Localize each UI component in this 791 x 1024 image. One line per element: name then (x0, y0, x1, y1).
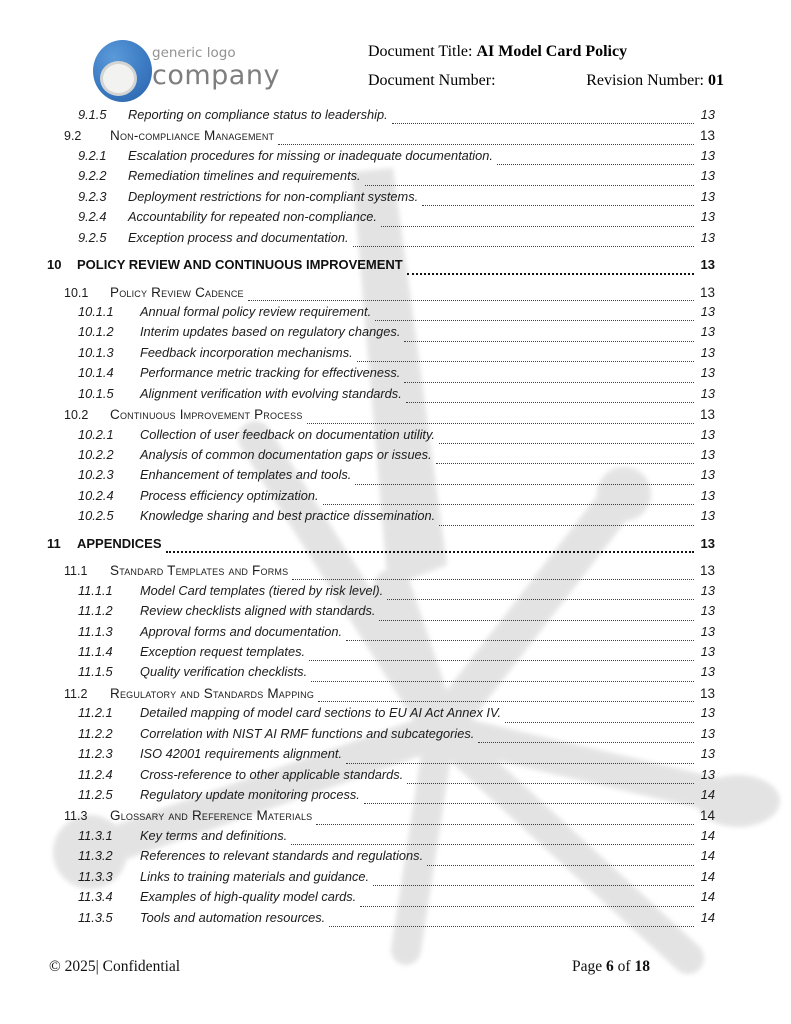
document-title-row (368, 43, 724, 61)
page-word: Page (572, 958, 607, 975)
toc-entry-page: 13 (700, 324, 715, 340)
toc-dot-leader (379, 620, 694, 621)
toc-entry-page: 14 (700, 787, 715, 802)
toc-entry-page: 13 (700, 447, 715, 462)
toc-entry-page: 13 (700, 107, 715, 122)
toc-entry-label: POLICY REVIEW AND CONTINUOUS IMPROVEMENT (77, 257, 403, 273)
toc-entry-label: Regulatory and Standards Mapping (110, 685, 315, 701)
toc-entry-number: 11.3.2 (78, 848, 113, 864)
toc-entry-number: 10.1.2 (78, 324, 114, 340)
toc-dot-leader (364, 803, 694, 804)
toc-entry-number: 10.2.3 (78, 467, 114, 483)
toc-entry-9.1.5[interactable] (47, 109, 715, 129)
toc-entry-9.2.2[interactable] (47, 170, 715, 190)
toc-entry-page: 13 (700, 426, 715, 442)
toc-entry-label: Regulatory update monitoring process. (140, 787, 360, 802)
toc-entry-9.2.4[interactable] (47, 211, 715, 231)
toc-entry-number: 11.1.4 (78, 643, 113, 659)
toc-entry-label: Interim updates based on regulatory changes. (140, 324, 401, 340)
toc-entry-11.3.1[interactable] (47, 827, 715, 850)
toc-entry-label: Review checklists aligned with standards. (140, 603, 376, 619)
toc-dot-leader (365, 185, 694, 186)
toc-dot-leader (357, 361, 694, 362)
toc-entry-number: 11.1.1 (78, 582, 113, 598)
toc-entry-10.1.5[interactable] (47, 385, 715, 408)
revision-number-value: 01 (708, 72, 724, 89)
page-current: 6 (606, 958, 614, 975)
toc-entry-number: 11.1.3 (78, 623, 113, 639)
page-total: 18 (634, 958, 650, 975)
toc-dot-leader (478, 742, 694, 743)
logo-name: company (152, 59, 280, 91)
toc-entry-page: 13 (700, 303, 715, 319)
toc-dot-leader (360, 906, 694, 907)
of-word: of (613, 958, 635, 975)
toc-entry-number: 10.1.5 (78, 385, 114, 401)
toc-entry-page: 13 (700, 365, 715, 381)
toc-entry-10.2.1[interactable] (47, 426, 715, 449)
toc-dot-leader (439, 525, 694, 526)
toc-entry-label: Escalation procedures for missing or inadequate documentation. (128, 147, 493, 163)
toc-entry-10.2[interactable] (47, 408, 715, 428)
toc-entry-number: 11.3.3 (78, 868, 113, 884)
toc-entry-label: Annual formal policy review requirement. (140, 303, 372, 319)
toc-entry-number: 11.3.4 (78, 889, 113, 905)
toc-entry-number: 10.1 (64, 285, 89, 300)
toc-entry-label: Deployment restrictions for non-compliant systems. (128, 188, 419, 204)
toc-dot-leader (166, 551, 694, 553)
toc-dot-leader (375, 320, 694, 321)
document-title-block (368, 43, 724, 90)
document-title: AI Model Card Policy (476, 43, 628, 60)
toc-entry-page: 13 (700, 168, 715, 184)
toc-entry-number: 11.2.3 (78, 746, 113, 762)
document-header (0, 0, 791, 108)
toc-entry-page: 13 (700, 147, 715, 163)
document-number-label: Document Number: (368, 72, 496, 89)
toc-entry-label: Non-compliance Management (110, 128, 275, 144)
toc-entry-label: Exception request templates. (140, 643, 306, 659)
toc-entry-label: Analysis of common documentation gaps or issues. (140, 447, 432, 462)
toc-entry-page: 14 (700, 909, 715, 925)
toc-dot-leader (329, 926, 694, 927)
toc-entry-number: 9.2 (64, 129, 82, 144)
toc-dot-leader (373, 885, 694, 886)
toc-entry-9.2.1[interactable] (47, 147, 715, 170)
toc-dot-leader (311, 681, 694, 682)
toc-entry-11.2.4[interactable] (47, 766, 715, 789)
toc-dot-leader (292, 579, 694, 580)
toc-dot-leader (248, 300, 694, 301)
toc-dot-leader (291, 844, 694, 845)
toc-entry-page: 13 (700, 344, 715, 360)
toc-entry-number: 10.2.1 (78, 426, 114, 442)
toc-entry-page: 14 (700, 848, 715, 864)
toc-dot-leader (404, 341, 694, 342)
toc-entry-page: 13 (699, 685, 715, 701)
toc-entry-11.1.4[interactable] (47, 643, 715, 666)
toc-entry-page: 13 (700, 623, 715, 639)
toc-entry-11.2.5[interactable] (47, 789, 715, 809)
toc-entry-number: 9.2.4 (78, 209, 107, 225)
toc-entry-number: 10 (47, 257, 62, 273)
toc-dot-leader (346, 640, 694, 641)
toc-entry-label: Policy Review Cadence (110, 284, 244, 300)
toc-entry-page: 14 (699, 808, 715, 824)
toc-entry-label: Alignment verification with evolving standards. (140, 385, 402, 401)
company-logo-text (152, 47, 280, 89)
table-of-contents (47, 109, 715, 932)
toc-entry-page: 13 (700, 257, 715, 273)
toc-entry-label: Correlation with NIST AI RMF functions and subcategories. (140, 725, 475, 741)
toc-entry-number: 11.2.5 (78, 787, 113, 802)
toc-entry-label: References to relevant standards and regulations. (140, 848, 424, 864)
toc-entry-page: 13 (699, 128, 715, 144)
toc-entry-label: Key terms and definitions. (140, 827, 288, 843)
toc-entry-10.1.3[interactable] (47, 344, 715, 367)
company-logo-icon (93, 40, 152, 102)
toc-entry-number: 10.2 (64, 408, 89, 423)
toc-dot-leader (316, 824, 694, 825)
toc-entry-11.3.2[interactable] (47, 850, 715, 870)
toc-entry-label: Accountability for repeated non-compliance. (128, 209, 377, 225)
toc-dot-leader (436, 463, 694, 464)
toc-entry-number: 10.2.2 (78, 447, 114, 462)
toc-entry-label: Detailed mapping of model card sections to EU AI Act Annex IV. (140, 705, 502, 721)
toc-entry-10.2.4[interactable] (47, 487, 715, 510)
toc-entry-9.2.5[interactable] (47, 229, 715, 252)
logo-tagline: generic logo (152, 45, 236, 61)
toc-entry-label: Continuous Improvement Process (110, 407, 303, 423)
toc-entry-10.1.1[interactable] (47, 303, 715, 326)
toc-entry-page: 13 (700, 487, 715, 503)
toc-entry-11.2[interactable] (47, 687, 715, 707)
toc-entry-label: Standard Templates and Forms (110, 563, 289, 579)
toc-entry-label: Feedback incorporation mechanisms. (140, 344, 353, 360)
toc-entry-label: Knowledge sharing and best practice dissemination. (140, 508, 436, 524)
toc-entry-number: 11.2 (64, 686, 88, 701)
toc-entry-11.2.1[interactable] (47, 707, 715, 727)
toc-entry-number: 11.3.5 (78, 909, 113, 925)
toc-entry-11.2.3[interactable] (47, 748, 715, 768)
toc-dot-leader (355, 484, 694, 485)
toc-entry-page: 14 (700, 889, 715, 905)
toc-entry-label: Process efficiency optimization. (140, 487, 319, 503)
toc-entry-number: 11.2.2 (78, 725, 113, 741)
toc-entry-10.2.5[interactable] (47, 510, 715, 530)
toc-dot-leader (381, 226, 694, 227)
toc-dot-leader (323, 504, 694, 505)
revision-number-label: Revision Number: (586, 72, 708, 89)
toc-entry-label: Glossary and Reference Materials (110, 808, 313, 824)
toc-entry-10[interactable] (47, 258, 715, 278)
toc-dot-leader (427, 865, 694, 866)
toc-entry-11.3.3[interactable] (47, 868, 715, 891)
toc-entry-label: Enhancement of templates and tools. (140, 467, 352, 483)
toc-entry-11.1[interactable] (47, 564, 715, 584)
toc-entry-number: 9.2.1 (78, 147, 107, 163)
toc-entry-number: 9.2.2 (78, 168, 107, 184)
toc-entry-number: 10.1.3 (78, 344, 114, 360)
toc-entry-page: 13 (700, 664, 715, 680)
toc-dot-leader (407, 783, 694, 784)
toc-entry-label: Exception process and documentation. (128, 229, 349, 245)
toc-entry-number: 10.2.5 (78, 508, 114, 524)
toc-entry-page: 14 (700, 827, 715, 843)
toc-dot-leader (307, 423, 694, 424)
toc-dot-leader (422, 205, 694, 206)
toc-entry-label: Reporting on compliance status to leadership. (128, 107, 388, 122)
toc-entry-page: 13 (700, 766, 715, 782)
toc-entry-number: 11 (47, 535, 61, 551)
toc-entry-label: Cross-reference to other applicable standards. (140, 766, 404, 782)
toc-dot-leader (439, 443, 694, 444)
toc-entry-page: 13 (700, 746, 715, 762)
toc-entry-page: 13 (700, 643, 715, 659)
toc-dot-leader (278, 144, 694, 145)
toc-entry-9.2[interactable] (47, 129, 715, 149)
toc-entry-page: 14 (700, 868, 715, 884)
toc-entry-page: 13 (700, 705, 715, 721)
toc-entry-number: 9.2.3 (78, 188, 107, 204)
toc-entry-page: 13 (699, 284, 715, 300)
toc-entry-11.1.1[interactable] (47, 582, 715, 605)
toc-entry-page: 13 (700, 209, 715, 225)
toc-entry-9.2.3[interactable] (47, 188, 715, 211)
toc-entry-page: 13 (699, 563, 715, 579)
document-footer (0, 958, 791, 988)
copyright-text: © 2025| Confidential (49, 958, 181, 975)
toc-entry-number: 11.2.1 (78, 705, 113, 721)
toc-entry-number: 11.3 (64, 809, 88, 824)
toc-entry-label: ISO 42001 requirements alignment. (140, 746, 343, 762)
toc-dot-leader (404, 382, 694, 383)
toc-entry-number: 11.3.1 (78, 827, 113, 843)
toc-entry-10.2.3[interactable] (47, 469, 715, 489)
toc-entry-11[interactable] (47, 537, 715, 557)
toc-entry-page: 13 (700, 229, 715, 245)
toc-entry-page: 13 (700, 535, 715, 551)
toc-entry-page: 13 (699, 407, 715, 423)
toc-entry-number: 10.1.4 (78, 365, 114, 381)
toc-entry-number: 11.2.4 (78, 766, 113, 782)
toc-dot-leader (505, 722, 694, 723)
toc-entry-page: 13 (700, 467, 715, 483)
toc-entry-page: 13 (700, 582, 715, 598)
toc-entry-11.1.3[interactable] (47, 623, 715, 646)
toc-entry-number: 11.1 (64, 564, 88, 579)
toc-entry-label: Examples of high-quality model cards. (140, 889, 357, 905)
toc-entry-label: Quality verification checklists. (140, 664, 308, 680)
toc-entry-11.1.2[interactable] (47, 605, 715, 625)
toc-entry-label: Links to training materials and guidance. (140, 868, 370, 884)
toc-entry-number: 9.1.5 (78, 107, 107, 122)
toc-entry-page: 13 (700, 603, 715, 619)
toc-entry-number: 11.1.5 (78, 664, 113, 680)
toc-entry-page: 13 (700, 508, 715, 524)
toc-entry-11.1.5[interactable] (47, 666, 715, 686)
toc-dot-leader (309, 660, 694, 661)
toc-entry-page: 13 (700, 725, 715, 741)
document-title-label: Document Title: (368, 43, 477, 60)
toc-entry-number: 10.2.4 (78, 487, 114, 503)
document-meta-row (368, 72, 724, 90)
toc-entry-page: 13 (700, 188, 715, 204)
revision-number (586, 72, 724, 90)
toc-dot-leader (407, 273, 694, 275)
toc-entry-label: Performance metric tracking for effectiveness. (140, 365, 401, 381)
toc-entry-10.1.2[interactable] (47, 326, 715, 346)
toc-entry-label: Model Card templates (tiered by risk level). (140, 582, 384, 598)
toc-entry-11.2.2[interactable] (47, 725, 715, 748)
toc-entry-11.3.4[interactable] (47, 891, 715, 911)
toc-dot-leader (318, 701, 694, 702)
page-indicator (572, 958, 650, 976)
toc-entry-label: Tools and automation resources. (140, 909, 326, 925)
toc-entry-number: 10.1.1 (78, 303, 114, 319)
toc-dot-leader (406, 402, 694, 403)
toc-entry-number: 9.2.5 (78, 229, 107, 245)
toc-dot-leader (392, 123, 694, 124)
toc-entry-10.1[interactable] (47, 286, 715, 306)
toc-entry-label: Remediation timelines and requirements. (128, 168, 361, 184)
toc-entry-10.1.4[interactable] (47, 367, 715, 387)
toc-entry-label: Approval forms and documentation. (140, 623, 343, 639)
logo-white-circle (100, 61, 137, 96)
toc-dot-leader (497, 164, 694, 165)
toc-entry-page: 13 (700, 385, 715, 401)
toc-entry-11.3[interactable] (47, 809, 715, 829)
toc-entry-label: APPENDICES (77, 535, 162, 551)
toc-entry-10.2.2[interactable] (47, 449, 715, 469)
toc-entry-label: Collection of user feedback on documentation utility. (140, 426, 435, 442)
toc-entry-11.3.5[interactable] (47, 909, 715, 932)
toc-dot-leader (353, 246, 694, 247)
toc-dot-leader (387, 599, 694, 600)
toc-entry-number: 11.1.2 (78, 603, 113, 619)
toc-dot-leader (346, 763, 694, 764)
